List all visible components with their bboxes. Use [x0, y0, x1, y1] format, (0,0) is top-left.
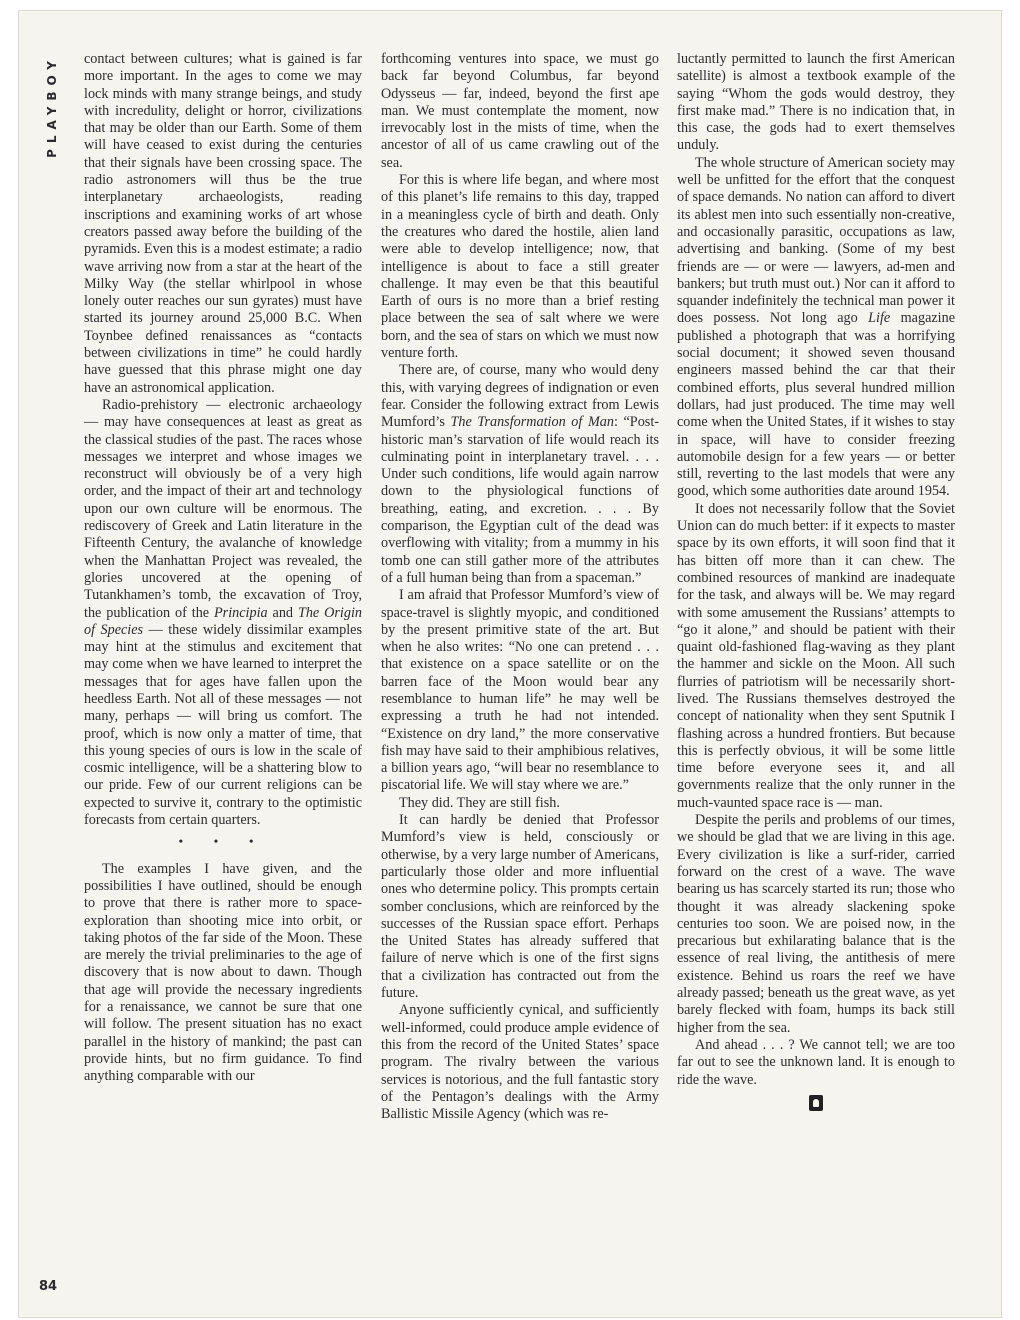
text-column-3 [677, 51, 955, 1111]
paragraph: They did. They are still fish. [399, 794, 560, 811]
paragraph: There are, of course, many who would deny this, with varying degrees of indignation or even fear. Consider the following extract from Lewis Mumford’s The Transformation of Man: “Post-historic man’s starvation of life would reach its culminating point in interplanetary travel. . . . Under such conditions, life would again narrow down to the physiological functions of breathing, eating, and excretion. . . . By comparison, the Egyptian cult of the dead was overflowing with vitality; from a mummy in his tomb one can still gather more of the attributes of a full human being than from a spaceman.” [381, 362, 659, 586]
paragraph: It can hardly be denied that Professor Mumford’s view is held, consciously or otherwise, by a very large number of Americans, particularly those older and more influential ones who determine policy. This prompts certain somber conclusions, which are reinforced by the successes of the Russian space effort. Perhaps the United States has already suffered that failure of nerve which is one of the first signs that a civilization has contracted out from the future. [381, 812, 659, 1002]
paragraph: Radio-prehistory — electronic archaeology — may have consequences at least as great as the classical studies of the past. The races whose messages we interpret and whose images we reconstruct will obviously be of a very high order, and the impact of their art and technology upon our own culture will be enormous. The rediscovery of Greek and Latin literature in the Fifteenth Century, the avalanche of knowledge when the Manhattan Project was revealed, the glories uncovered at the opening of Tutankhamen’s tomb, the excavation of Troy, the publication of the Principia and The Origin of Species — these widely dissimilar examples may hint at the stimulus and excitement that may come when we have learned to interpret the messages that for ages have fallen upon the heedless Earth. Not all of these messages — not many, perhaps — will bring us comfort. The proof, which is now only a matter of time, that this young species of ours is low in the scale of cosmic intelligence, will be a shattering blow to our pride. Few of our current religions can be expected to survive it, contrary to the optimistic forecasts from certain quarters. [84, 396, 363, 829]
text-column-2 [381, 51, 659, 1123]
section-separator: • • • [178, 834, 268, 849]
magazine-page [18, 10, 1002, 1318]
paragraph: The whole structure of American society may well be unfitted for the effort that the conquest of space demands. No nation can afford to divert its ablest men into such essentially non-creative, and occasionally parasitic, occupations as law, advertising and banking. (Some of my best friends are — or were — lawyers, ad-men and bankers; but truth must out.) Nor can it afford to squander indefinitely the technical man power it does possess. Not long ago Life magazine published a photograph that was a horrifying social document; it showed seven thousand engineers massed behind the car that their combined efforts, plus several hundred million dollars, had just produced. The time may well come when the United States, if it wishes to stay in space, will have to consider freezing automobile design for a few years — or better still, reverting to the last models that were any good, which some authorities date around 1954. [677, 154, 955, 500]
paragraph: luctantly permitted to launch the first American satellite) is almost a textbook example of the saying “Whom the gods would destroy, they first make mad.” There is no indication that, in this case, the gods had to exert themselves unduly. [677, 51, 955, 154]
page-number: 84 [39, 1279, 58, 1294]
paragraph: contact between cultures; what is gained is far more important. In the ages to come we may lock minds with many strange beings, and study with incredulity, delight or horror, civilizations that may be older than our Earth. Some of them will have ceased to exist during the centuries that their signals have been crossing space. The radio astronomers will thus be the true interplanetary archaeologists, reading inscriptions and examining works of art whose creators passed away before the building of the pyramids. Even this is a modest estimate; a radio wave arriving now from a star at the heart of the Milky Way (the stellar whirlpool in whose lonely outer reaches our sun gyrates) must have started its journey around 25,000 B.C. When Toynbee defined renaissances as “contacts between civilizations in time” he could hardly have guessed that this phrase might one day have an astronomical application. [84, 51, 362, 396]
paragraph: I am afraid that Professor Mumford’s view of space-travel is slightly myopic, and conditioned by the present primitive state of the art. But when he also writes: “No one can pretend . . . that existence on a space satellite or on the barren face of the Moon would bear any resemblance to human life” he may well be expressing a truth he had not intended. “Existence on dry land,” the more conservative fish may have said to their amphibious relatives, a billion years ago, “will bear no resemblance to piscatorial life. We will stay where we are.” [381, 587, 659, 794]
paragraph: Anyone sufficiently cynical, and sufficiently well-informed, could produce ample evidence of this from the record of the United States’ space program. The rivalry between the various services is notorious, and the full fantastic story of the Pentagon’s dealings with the Army Ballistic Missile Agency (which was re- [381, 1002, 659, 1123]
running-head: PLAYBOY [45, 55, 59, 158]
paragraph: For this is where life began, and where most of this planet’s life remains to this day, trapped in a meaningless cycle of birth and death. Only the creatures who dared the hostile, alien land were able to develop intelligence; now, that intelligence is about to face a still greater challenge. It may even be that this beautiful Earth of ours is no more than a brief resting place between the sea of salt where we were born, and the sea of stars on which we must now venture forth. [381, 172, 659, 362]
paragraph: And ahead . . . ? We cannot tell; we are too far out to see the unknown land. It is enough to ride the wave. [677, 1036, 955, 1088]
paragraph: Despite the perils and problems of our times, we should be glad that we are living in this age. Every civilization is like a surf-rider, carried forward on the crest of a wave. The wave bearing us has scarcely started its run; those who thought it was already slackening spoke centuries too soon. We are poised now, in the precarious but exhilarating balance that is the essence of real living, the antithesis of mere existence. Behind us roars the reef we have already passed; beneath us the great wave, as yet barely flecked with foam, humps its back still higher from the sea. [677, 812, 955, 1036]
paragraph: It does not necessarily follow that the Soviet Union can do much better: if it expects to master space by its own efforts, it will soon find that it has bitten off more than it can chew. The combined resources of mankind are inadequate for the task, and always will be. We may regard with some amusement the Russians’ attempts to “go it alone,” and should be patient with their quaint old-fashioned flag-waving as they plant the hammer and sickle on the Moon. All such flurries of patriotism will be necessarily short-lived. The Russians themselves destroyed the concept of nationality when they sent Sputnik I flashing across a hundred frontiers. But because this is perfectly obvious, it will be some little time before everyone sees it, and all governments realize that the only runner in the much-vaunted space race is — man. [677, 500, 955, 811]
paragraph: forthcoming ventures into space, we must go back far beyond Columbus, far beyond Odysseus — far, indeed, beyond the first ape man. We must contemplate the moment, now irrevocably lost in the mists of time, when the ancestor of all of us came crawling out of the sea. [381, 51, 659, 171]
rabbit-head-end-mark-icon [809, 1095, 823, 1111]
paragraph: The examples I have given, and the possibilities I have outlined, should be enough to prove that there is rather more to space-exploration than shooting mice into orbit, or taking photos of the far side of the Moon. These are merely the trivial preliminaries to the age of discovery that is now about to dawn. Though that age will provide the necessary ingredients for a renaissance, we cannot be sure that one will follow. The present situation has no exact parallel in the history of mankind; the past can provide hints, but no firm guidance. To find anything comparable with our [84, 860, 362, 1085]
text-column-1 [84, 51, 362, 1086]
